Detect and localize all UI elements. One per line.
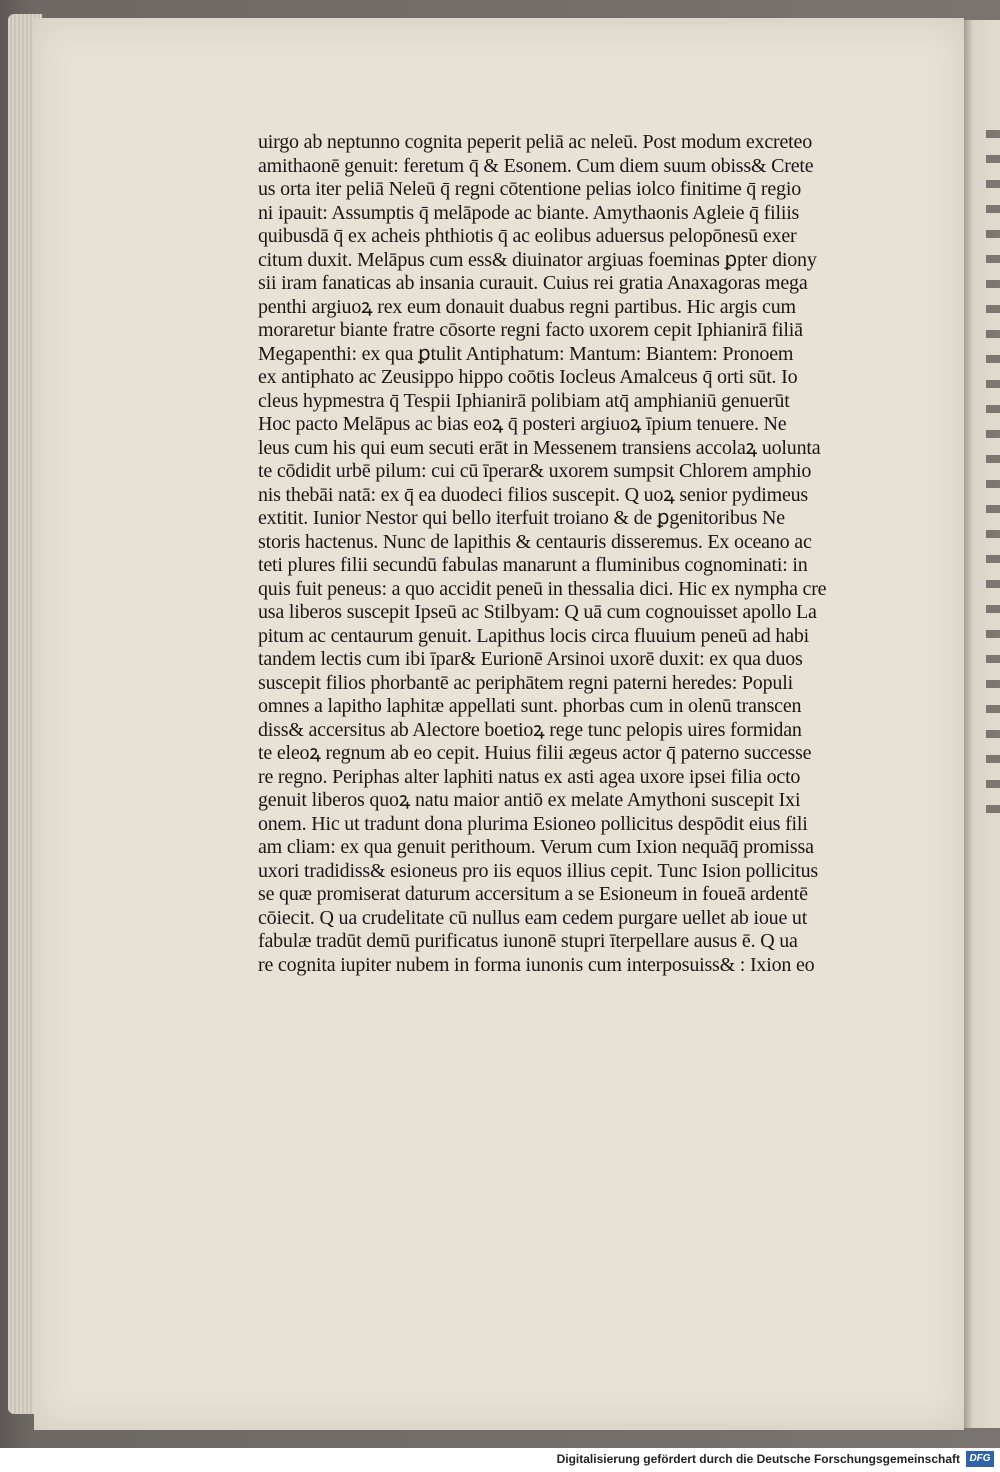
dfg-logo-icon: DFG: [966, 1451, 994, 1467]
text-column: [258, 131, 858, 977]
text-line: extitit. Iunior Nestor qui bello iterfuit troiano & de ꝑgenitoribus Ne: [258, 507, 785, 529]
text-line: uxori tradidiss& esioneus pro iis equos illius cepit. Tunc Ision pollicitus: [258, 859, 818, 882]
text-line: se quæ promiserat daturum accersitum a se Esioneum in foueā ardentē: [258, 883, 808, 905]
text-line: quis fuit peneus: a quo accidit peneū in thessalia dici. Hic ex nympha cre: [258, 577, 827, 600]
text-line: sii iram fanaticas ab insania curauit. Cuius rei gratia Anaxagoras mega: [258, 272, 808, 294]
text-line: nis thebāi natā: ex q̄ ea duodeci filios suscepit. Q uoꝝ senior pydimeus: [258, 483, 809, 506]
text-line: usa liberos suscepit Ipseū ac Stilbyam: Q uā cum cognouisset apollo La: [258, 601, 817, 623]
text-line: uirgo ab neptunno cognita peperit peliā ac neleū. Post modum excreteo: [258, 131, 812, 153]
text-line: ni ipauit: Assumptis q̄ melāpode ac biante. Amythaonis Agleie q̄ filiis: [258, 201, 800, 224]
text-line: penthi argiuoꝝ rex eum donauit duabus regni partibus. Hic argis cum: [258, 295, 796, 318]
text-line: te cōdidit urbē pilum: cui cū īperar& uxorem sumpsit Chlorem amphio: [258, 460, 812, 482]
text-line: onem. Hic ut tradunt dona plurima Esioneo pollicitus despōdit eius fili: [258, 812, 808, 835]
text-line: cleus hypmestra q̄ Tespii Iphianirā polibiam atq̄ amphianiū genuerūt: [258, 389, 790, 412]
text-line: te eleoꝝ regnum ab eo cepit. Huius filii ægeus actor q̄ paterno successe: [258, 742, 812, 764]
text-line: amithaonē genuit: feretum q̄ & Esonem. Cum diem suum obiss& Crete: [258, 154, 814, 177]
text-line: teti plures filii secundū fabulas manarunt a fluminibus cognominati: in: [258, 554, 808, 576]
text-line: fabulæ tradūt demū purificatus iunonē stupri īterpellare ausus ē. Q ua: [258, 930, 798, 952]
text-line: ex antiphato ac Zeusippo hippo coōtis Iocleus Amalceus q̄ orti sūt. Io: [258, 366, 798, 388]
text-line: omnes a lapitho laphitæ appellati sunt. phorbas cum in olenū transcen: [258, 695, 802, 717]
text-line: pitum ac centaurum genuit. Lapithus locis circa fluuium peneū ad habi: [258, 624, 810, 647]
text-line: tandem lectis cum ibi īpar& Eurionē Arsinoi uxorē duxit: ex qua duos: [258, 648, 803, 670]
text-line: genuit liberos quoꝝ natu maior antiō ex melate Amythoni suscepit Ixi: [258, 789, 801, 811]
text-line: Megapenthi: ex qua ꝑtulit Antiphatum: Mantum: Biantem: Pronoem: [258, 342, 794, 365]
facing-page-text-fragment: [986, 130, 1000, 830]
text-line: diss& accersitus ab Alectore boetioꝝ rege tunc pelopis uires formidan: [258, 718, 802, 741]
text-line: am cliam: ex qua genuit perithoum. Verum cum Ixion nequāq̄ promissa: [258, 836, 814, 858]
text-line: cōiecit. Q ua crudelitate cū nullus eam cedem purgare uellet ab ioue ut: [258, 906, 808, 929]
text-line: re cognita iupiter nubem in forma iunonis cum interposuiss& : Ixion eo: [258, 953, 815, 976]
text-line: re regno. Periphas alter laphiti natus ex asti agea uxore ipsei filia octo: [258, 765, 801, 788]
text-line: us orta iter peliā Neleū q̄ regni cōtentione pelias iolco finitime q̄ regio: [258, 178, 801, 200]
text-line: Hoc pacto Melāpus ac bias eoꝝ q̄ posteri argiuoꝝ īpium tenuere. Ne: [258, 413, 787, 435]
text-line: leus cum his qui eum secuti erāt in Messenem transiens accolaꝝ uolunta: [258, 436, 821, 459]
footer-bar: [0, 1448, 1000, 1472]
text-line: storis hactenus. Nunc de lapithis & centauris disseremus. Ex oceano ac: [258, 530, 812, 553]
funding-credit: Digitalisierung gefördert durch die Deutsche Forschungsgemeinschaft: [556, 1452, 960, 1466]
text-line: suscepit filios phorbantē ac periphātem regni paterni heredes: Populi: [258, 671, 793, 694]
text-line: quibusdā q̄ ex acheis phthiotis q̄ ac eolibus aduersus pelopōnesū exer: [258, 225, 797, 247]
text-line: citum duxit. Melāpus cum ess& diuinator argiuas foeminas ꝑpter diony: [258, 248, 817, 271]
text-line: moraretur biante fratre cōsorte regni facto uxorem cepit Iphianirā filiā: [258, 319, 803, 341]
